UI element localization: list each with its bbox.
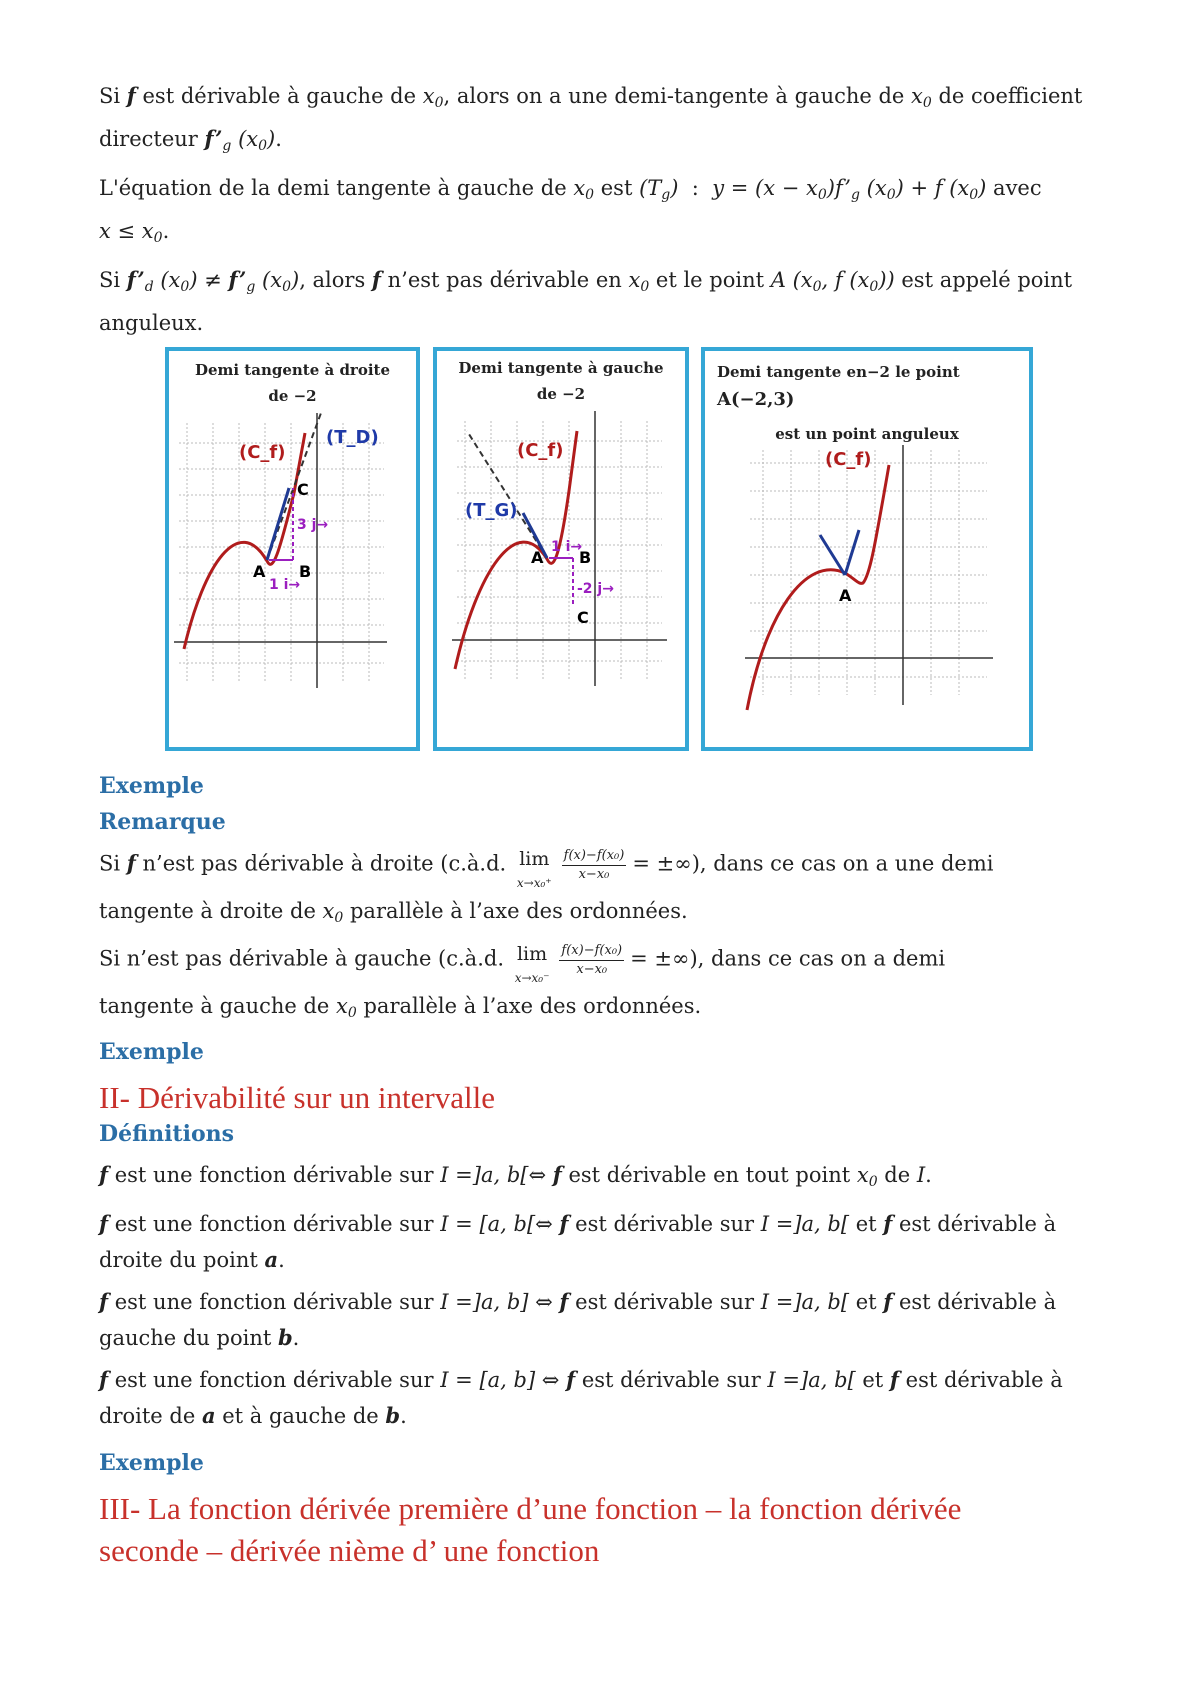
point-a-label: A bbox=[839, 586, 852, 605]
definition-right-closed: f est une fonction dérivable sur I =]a, b] ⇔ f est dérivable sur I =]a, b[ et f est dérivable à gauche du point b. bbox=[99, 1289, 1057, 1350]
heading-exemple-2: Exemple bbox=[99, 1039, 204, 1065]
section-title-2: II- Dérivabilité sur un intervalle bbox=[99, 1080, 495, 1115]
tangent-label: (T_D) bbox=[326, 427, 379, 448]
section-title-3: III- La fonction dérivée première d’une fonction – la fonction dérivée seconde – dérivée nième d’ une fonction bbox=[99, 1491, 962, 1568]
figure-title: Demi tangente à gauche bbox=[458, 359, 664, 377]
figure-angular-point bbox=[701, 347, 1033, 751]
page-content bbox=[99, 78, 1099, 1572]
figure-caption: est un point anguleux bbox=[775, 425, 959, 443]
figure-title: Demi tangente en−2 le point bbox=[717, 363, 960, 381]
remark-right-cont: tangente à droite de $x_0$ parallèle à l’axe des ordonnées. bbox=[99, 899, 688, 926]
figure-subtitle: de −2 bbox=[268, 387, 317, 405]
tangent-label: (T_G) bbox=[465, 500, 518, 521]
remark-left: Si n’est pas dérivable à gauche (c.à.d. lim x→x₀⁻ $\frac{\text{f(x)−f(x₀)}}{\text{x−x₀}}$ = ±∞), dans ce cas on a demi bbox=[99, 942, 946, 985]
curve-cf bbox=[747, 465, 889, 710]
point-c-label: C bbox=[577, 608, 589, 627]
heading-remarque: Remarque bbox=[99, 809, 226, 835]
definition-open: f est une fonction dérivable sur I =]a, b[⇔ f est dérivable en tout point $x_0$ de I. bbox=[99, 1162, 932, 1190]
paragraph-left-derivative: Si f est dérivable à gauche de $x_0$, alors on a une demi-tangente à gauche de $x_0$ de coefficient directeur $f’_g$ $(x_0)$. bbox=[99, 83, 1083, 154]
right-tangent-vector bbox=[845, 530, 859, 575]
definition-closed: f est une fonction dérivable sur I = [a, b] ⇔ f est dérivable sur I =]a, b[ et f est dérivable à droite de a et à gauche de b. bbox=[99, 1367, 1063, 1428]
heading-definitions: Définitions bbox=[99, 1121, 234, 1147]
heading-exemple-1: Exemple bbox=[99, 773, 204, 799]
vector-j-label: -2 j→ bbox=[577, 581, 614, 597]
curve-cf bbox=[184, 433, 305, 649]
figure-subtitle: A(−2,3) bbox=[717, 389, 795, 410]
point-b-label: B bbox=[579, 548, 592, 567]
vector-i-label: 1 i→ bbox=[551, 539, 583, 555]
figure-subtitle: de −2 bbox=[536, 385, 586, 403]
graph-angular-point bbox=[705, 445, 1029, 745]
point-c-label: C bbox=[297, 480, 309, 499]
point-b-label: B bbox=[299, 562, 312, 581]
curve-label: (C_f) bbox=[825, 449, 872, 470]
heading-exemple-3: Exemple bbox=[99, 1450, 204, 1476]
paragraph-angular-point: Si $f’_d$ $(x_0)$ ≠ $f’_g$ $(x_0)$, alors f n’est pas dérivable en $x_0$ et le point A ($x_0$, f $(x_0)$) est appelé point anguleux. bbox=[99, 267, 1073, 335]
curve-label: (C_f) bbox=[517, 440, 564, 461]
remark-right: Si f n’est pas dérivable à droite (c.à.d. lim x→x₀⁺ $\frac{\text{f(x)−f(x₀)}}{\text{x−x₀}}$ = ±∞), dans ce cas on a une demi bbox=[99, 847, 994, 890]
figure-right-tangent bbox=[165, 347, 420, 751]
figure-left-tangent bbox=[433, 347, 689, 751]
curve-label: (C_f) bbox=[239, 442, 286, 463]
remark-left-cont: tangente à gauche de $x_0$ parallèle à l’axe des ordonnées. bbox=[99, 994, 702, 1021]
vector-j-label: 3 j→ bbox=[297, 517, 329, 533]
definition-left-closed: f est une fonction dérivable sur I = [a, b[⇔ f est dérivable sur I =]a, b[ et f est dérivable à droite du point a. bbox=[99, 1211, 1057, 1272]
graph-left-tangent bbox=[437, 411, 685, 741]
point-a-label: A bbox=[531, 548, 544, 567]
figure-title: Demi tangente à droite bbox=[194, 361, 391, 379]
graph-right-tangent bbox=[169, 413, 416, 743]
paragraph-left-tangent-equation: L'équation de la demi tangente à gauche de $x_0$ est $(T_g)$ : $y = (x - x_0)f’_g$ $(x_0) + f$ $(x_0)$ avec $x \le x_0$. bbox=[99, 176, 1042, 246]
figures-row bbox=[99, 347, 1099, 767]
vector-i-label: 1 i→ bbox=[269, 577, 301, 593]
point-a-label: A bbox=[253, 562, 266, 581]
